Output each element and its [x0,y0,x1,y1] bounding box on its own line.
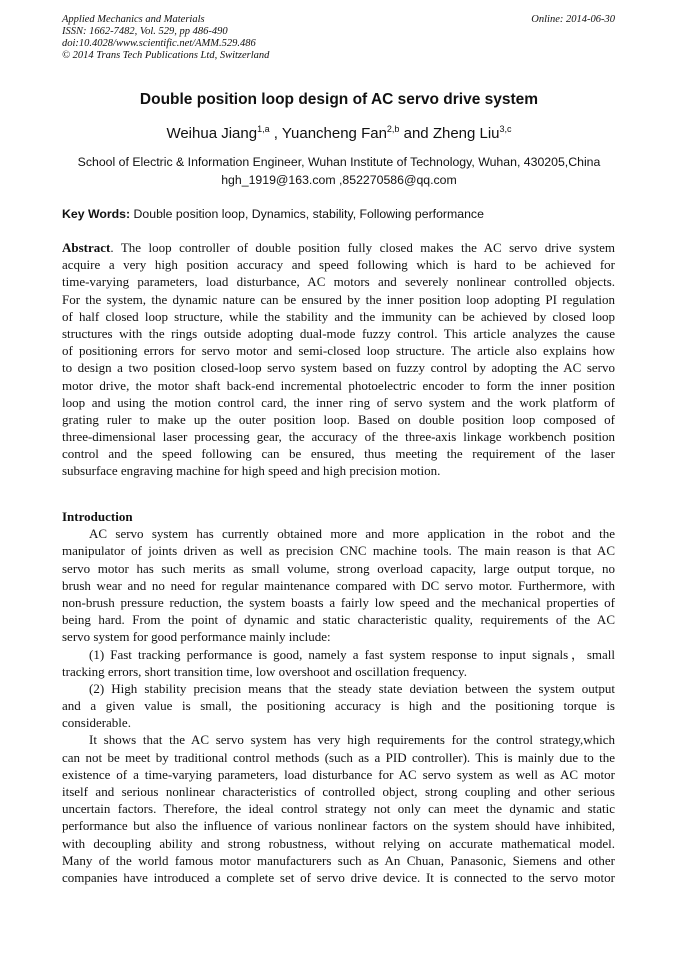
keywords-text: Double position loop, Dynamics, stability, Following performance [130,207,484,221]
keywords [62,207,484,221]
abstract-line: control and the speed following can be ensured, thus meeting the requirement of the laser [62,446,615,462]
abstract-line: subsurface engraving machine for high speed and high precision motion. [62,463,441,479]
doi: doi:10.4028/www.scientific.net/AMM.529.486 [62,38,256,49]
author-sep: , [269,125,282,142]
abstract-label: Abstract [62,240,111,255]
author-affil: 1,a [257,124,270,134]
authors [0,124,678,142]
abstract-line: of positioning errors for servo motor and semi-closed loop structure. The article also explains how [62,343,615,359]
paper-title: Double position loop design of AC servo drive system [139,91,539,108]
paragraph-line: AC servo system has currently obtained more and more application in the robot and the [89,526,615,542]
paragraph-line: uncertain factors. Therefore, the ideal control strategy not only can meet the dynamic and static [62,801,615,817]
paragraph-line: manipulator of joints driven as well as precision CNC machine tools. The main reason is that AC [62,543,615,559]
abstract-line: structures with the rings outside adopting dual-mode fuzzy control. This article analyzes the cause [62,325,615,341]
abstract-text: . The loop controller of double position fully closed makes the AC servo drive system [110,240,615,255]
emails: hgh_1919@163.com ,852270586@qq.com [221,173,457,187]
abstract [62,239,615,480]
abstract-line: acquire a very high position accuracy and speed following which is hard to be achieved for [62,257,615,273]
paragraph-line: servo motor has such merits as small volume, strong overload capacity, large output torque, no [62,560,615,576]
author-name: Weihua Jiang [166,125,258,142]
paragraph-line: considerable. [62,715,131,731]
affiliation-block [0,153,678,189]
abstract-line [62,239,615,256]
paragraph-line: itself and serious nonlinear characteristics of controlled object, strong coupling and other serious [62,784,615,799]
paragraph-line: tracking errors, short transition time, low overshoot and oscillation frequency. [62,663,467,679]
paragraph-line: servo system for good performance mainly include: [62,629,331,645]
abstract-line: motor drive, the motor shaft back-end incremental photoelectric encoder to form the inner position [62,377,615,393]
issn: ISSN: 1662-7482, Vol. 529, pp 486-490 [62,26,228,37]
abstract-line: For the system, the dynamic nature can be ensured by the inner position loop adopting PI regulation [62,291,615,307]
abstract-line: time-varying parameters, load disturbance, AC motors and severely nonlinear controlled objects. [62,274,615,290]
online-date: Online: 2014-06-30 [531,14,615,25]
paragraph-line: with decoupling ability and strong robustness, without relying on accurate mathematical model. [62,835,615,851]
author-sep: and [399,125,433,142]
paragraph-line: Many of the world famous motor manufacturers such as An Chuan, Panasonic, Siemens and other [62,852,615,868]
paragraph-line: (1) Fast tracking performance is good, namely a fast system response to input signals，small [89,646,615,662]
paragraph-line: can not be meet by traditional control methods (such as a PID controller). This is mainly due to the [62,749,615,765]
abstract-line: of half closed loop structure, while the stability and the immunity can be achieved by closed loop [62,308,615,324]
introduction-section [62,508,615,886]
abstract-line: loop and using the motion control card, the inner ring of servo system and the work platform of [62,394,615,410]
author-name: Zheng Liu [432,125,500,142]
paragraph-line: non-brush pressure reduction, the system boasts a fairly low speed and the mechanical properties of [62,594,615,610]
paragraph-line: existence of a time-varying parameters, load disturbance for AC servo system as well as AC motor [62,766,615,782]
paragraph-line: and a given value is small, the positioning accuracy is high and the positioning torque is [62,698,615,714]
copyright: © 2014 Trans Tech Publications Ltd, Switzerland [62,50,270,61]
section-heading: Introduction [62,509,133,524]
author-affil: 3,c [499,124,512,134]
paragraph-line: being hard. From the point of dynamic and static characteristic quality, requirements of the AC [62,612,615,628]
paragraph-line: brush wear and no need for regular maintenance compared with DC servo motor. Furthermore, with [62,577,615,593]
journal-name: Applied Mechanics and Materials [62,14,205,25]
abstract-line: to design a two position closed-loop servo system based on fuzzy control by adopting the AC servo [62,360,615,376]
paragraph-line: It shows that the AC servo system has very high requirements for the control strategy,which [89,732,615,748]
author-affil: 2,b [386,124,400,134]
paragraph-line: performance but also the influence of various nonlinear factors on the system should have inhibited, [62,818,615,834]
keywords-label: Key Words: [62,207,131,221]
affiliation: School of Electric & Information Engineer, Wuhan Institute of Technology, Wuhan, 430205,China [77,155,601,169]
paragraph-line: companies have introduced a complete set of servo drive device. It is connected to the servo motor [62,869,615,885]
abstract-line: grating ruler to make up the outer position loop. Based on double position loop composed of [62,411,615,427]
abstract-line: three-dimensional laser processing gear, the accuracy of the three-axis linkage workbench position [62,429,615,445]
paragraph-line: (2) High stability precision means that the steady state deviation between the system output [89,680,615,696]
journal-info [62,14,269,62]
author-name: Yuancheng Fan [281,125,387,142]
